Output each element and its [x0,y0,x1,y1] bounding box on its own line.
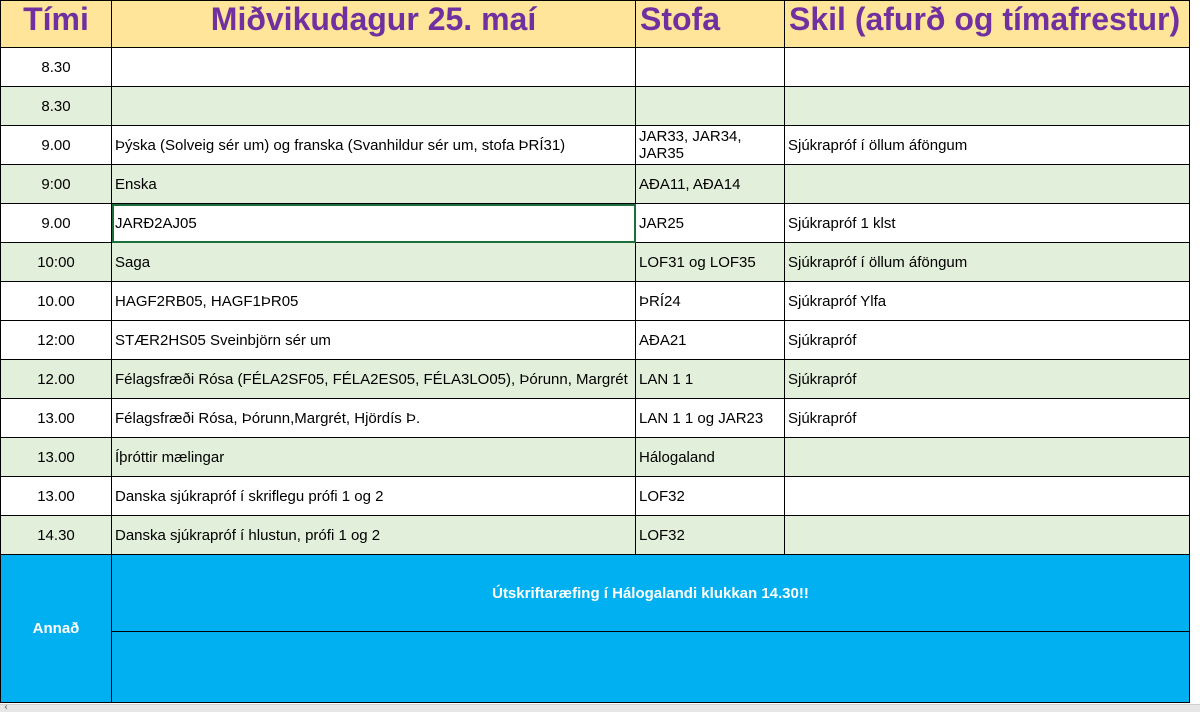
subject-cell[interactable]: Saga [112,243,636,282]
skil-cell[interactable]: Sjúkrapróf [785,360,1190,399]
header-time[interactable]: Tími [1,1,112,48]
subject-cell[interactable]: Félagsfræði Rósa (FÉLA2SF05, FÉLA2ES05, FÉLA3LO05), Þórunn, Margrét [112,360,636,399]
skil-cell[interactable]: Sjúkrapróf [785,399,1190,438]
header-day[interactable]: Miðvikudagur 25. maí [112,1,636,48]
time-cell[interactable]: 10:00 [1,243,112,282]
skil-cell[interactable]: Sjúkrapróf í öllum áföngum [785,243,1190,282]
skil-cell[interactable]: Sjúkrapróf Ylfa [785,282,1190,321]
time-cell[interactable]: 13.00 [1,477,112,516]
header-row [1,1,1190,48]
subject-cell[interactable]: HAGF2RB05, HAGF1ÞR05 [112,282,636,321]
time-cell[interactable]: 12.00 [1,360,112,399]
table-row [1,477,1190,516]
subject-cell[interactable]: Danska sjúkrapróf í skriflegu prófi 1 og 2 [112,477,636,516]
header-skil[interactable]: Skil (afurð og tímafrestur) [785,1,1190,48]
room-cell[interactable]: AÐA21 [636,321,785,360]
skil-cell[interactable]: Sjúkrapróf í öllum áföngum [785,126,1190,165]
room-cell[interactable]: AÐA11, AÐA14 [636,165,785,204]
table-row [1,438,1190,477]
subject-cell[interactable] [112,48,636,87]
room-cell[interactable]: ÞRÍ24 [636,282,785,321]
room-cell[interactable]: LOF32 [636,516,785,555]
room-cell[interactable]: Hálogaland [636,438,785,477]
table-row [1,516,1190,555]
time-cell[interactable]: 9.00 [1,204,112,243]
time-cell[interactable]: 8.30 [1,87,112,126]
time-cell[interactable]: 9.00 [1,126,112,165]
table-row [1,48,1190,87]
time-cell[interactable]: 13.00 [1,399,112,438]
time-cell[interactable]: 10.00 [1,282,112,321]
skil-cell[interactable]: Sjúkrapróf 1 klst [785,204,1190,243]
horizontal-scrollbar[interactable] [0,704,1200,712]
table-row [1,399,1190,438]
annad-row-blank [1,632,1190,703]
room-cell[interactable]: LAN 1 1 [636,360,785,399]
time-cell[interactable]: 14.30 [1,516,112,555]
room-cell[interactable] [636,48,785,87]
table-row [1,204,1190,243]
skil-cell[interactable] [785,48,1190,87]
room-cell[interactable]: LOF31 og LOF35 [636,243,785,282]
subject-cell[interactable] [112,87,636,126]
subject-cell[interactable]: Danska sjúkrapróf í hlustun, prófi 1 og 2 [112,516,636,555]
skil-cell[interactable]: Sjúkrapróf [785,321,1190,360]
subject-cell[interactable]: Þýska (Solveig sér um) og franska (Svanhildur sér um, stofa ÞRÍ31) [112,126,636,165]
time-cell[interactable]: 12:00 [1,321,112,360]
table-row [1,126,1190,165]
time-cell[interactable]: 8.30 [1,48,112,87]
room-cell[interactable]: JAR33, JAR34, JAR35 [636,126,785,165]
header-room[interactable]: Stofa [636,1,785,48]
skil-cell[interactable] [785,516,1190,555]
skil-cell[interactable] [785,165,1190,204]
annad-message[interactable]: Útskriftaræfing í Hálogalandi klukkan 14.30!! [112,555,1190,632]
annad-label[interactable]: Annað [1,555,112,703]
annad-blank-cell[interactable] [112,632,1190,703]
subject-cell[interactable]: Félagsfræði Rósa, Þórunn,Margrét, Hjördís Þ. [112,399,636,438]
table-row [1,87,1190,126]
room-cell[interactable]: LAN 1 1 og JAR23 [636,399,785,438]
subject-cell[interactable]: STÆR2HS05 Sveinbjörn sér um [112,321,636,360]
time-cell[interactable]: 9:00 [1,165,112,204]
skil-cell[interactable] [785,438,1190,477]
time-cell[interactable]: 13.00 [1,438,112,477]
table-row [1,165,1190,204]
table-row [1,321,1190,360]
scroll-left-icon[interactable]: ‹ [4,702,8,712]
annad-row [1,555,1190,632]
table-row [1,360,1190,399]
skil-cell[interactable] [785,477,1190,516]
subject-cell-selected[interactable]: JARÐ2AJ05 [112,204,636,243]
skil-cell[interactable] [785,87,1190,126]
table-row [1,282,1190,321]
subject-cell[interactable]: Íþróttir mælingar [112,438,636,477]
table-row [1,243,1190,282]
room-cell[interactable]: LOF32 [636,477,785,516]
subject-cell[interactable]: Enska [112,165,636,204]
room-cell[interactable] [636,87,785,126]
room-cell[interactable]: JAR25 [636,204,785,243]
